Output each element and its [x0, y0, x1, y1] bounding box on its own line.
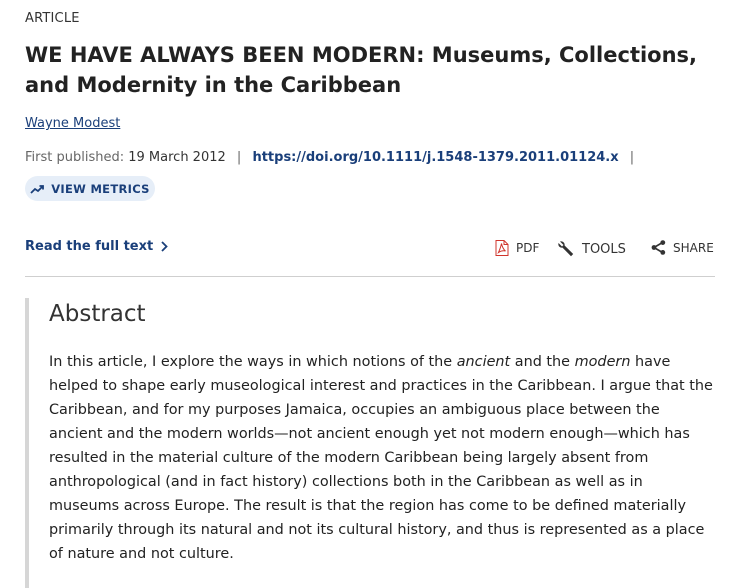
abstract-emphasis-modern: modern	[574, 354, 631, 370]
separator: |	[236, 150, 242, 165]
separator: |	[629, 150, 635, 165]
abstract-section	[25, 298, 719, 588]
wrench-icon	[557, 240, 575, 258]
trending-up-icon	[30, 184, 44, 194]
pdf-label: PDF	[516, 241, 540, 255]
chevron-right-icon	[161, 241, 168, 252]
abstract-emphasis-ancient: ancient	[456, 354, 511, 370]
abstract-heading: Abstract	[49, 301, 146, 327]
article-title: WE HAVE ALWAYS BEEN MODERN: Museums, Collections, and Modernity in the Caribbean	[25, 43, 698, 97]
author-link[interactable]: Wayne Modest	[25, 116, 121, 131]
pdf-icon	[495, 240, 509, 256]
tools-button[interactable]	[557, 240, 626, 258]
pdf-button[interactable]	[495, 240, 539, 256]
read-full-text-link[interactable]	[25, 239, 168, 254]
published-date: 19 March 2012	[128, 150, 226, 165]
abstract-text	[49, 350, 713, 566]
doi-link[interactable]: https://doi.org/10.1111/j.1548-1379.2011.01124.x	[252, 150, 619, 165]
publication-info	[25, 150, 641, 165]
abstract-text-part: have helped to shape early museological interest and practices in the Caribbean. I argue that the Caribbean, and for my purposes Jamaica, occupies an ambiguous place between the ancient and the modern worlds—not ancient enough yet not modern enough—which has resulted in the material culture of the modern Caribbean being largely absent from anthropological (and in fact history) collections both in the Caribbean as well as in museums across Europe. The result is that the region has come to be defined materially primarily through its natural and not its cultural history, and thus is represented as a place of nature and not culture.	[49, 354, 713, 562]
abstract-text-part: In this article, I explore the ways in which notions of the	[49, 354, 457, 370]
tools-label: TOOLS	[582, 241, 626, 257]
abstract-text-part: and the	[510, 354, 575, 370]
view-metrics-label: VIEW METRICS	[51, 181, 150, 196]
read-full-text-label: Read the full text	[25, 239, 154, 254]
view-metrics-button[interactable]	[25, 176, 155, 201]
share-button[interactable]	[651, 240, 714, 255]
divider	[25, 276, 715, 277]
article-type-label: ARTICLE	[25, 11, 80, 26]
published-label: First published:	[25, 150, 125, 165]
share-icon	[651, 240, 666, 255]
share-label: SHARE	[673, 240, 714, 255]
